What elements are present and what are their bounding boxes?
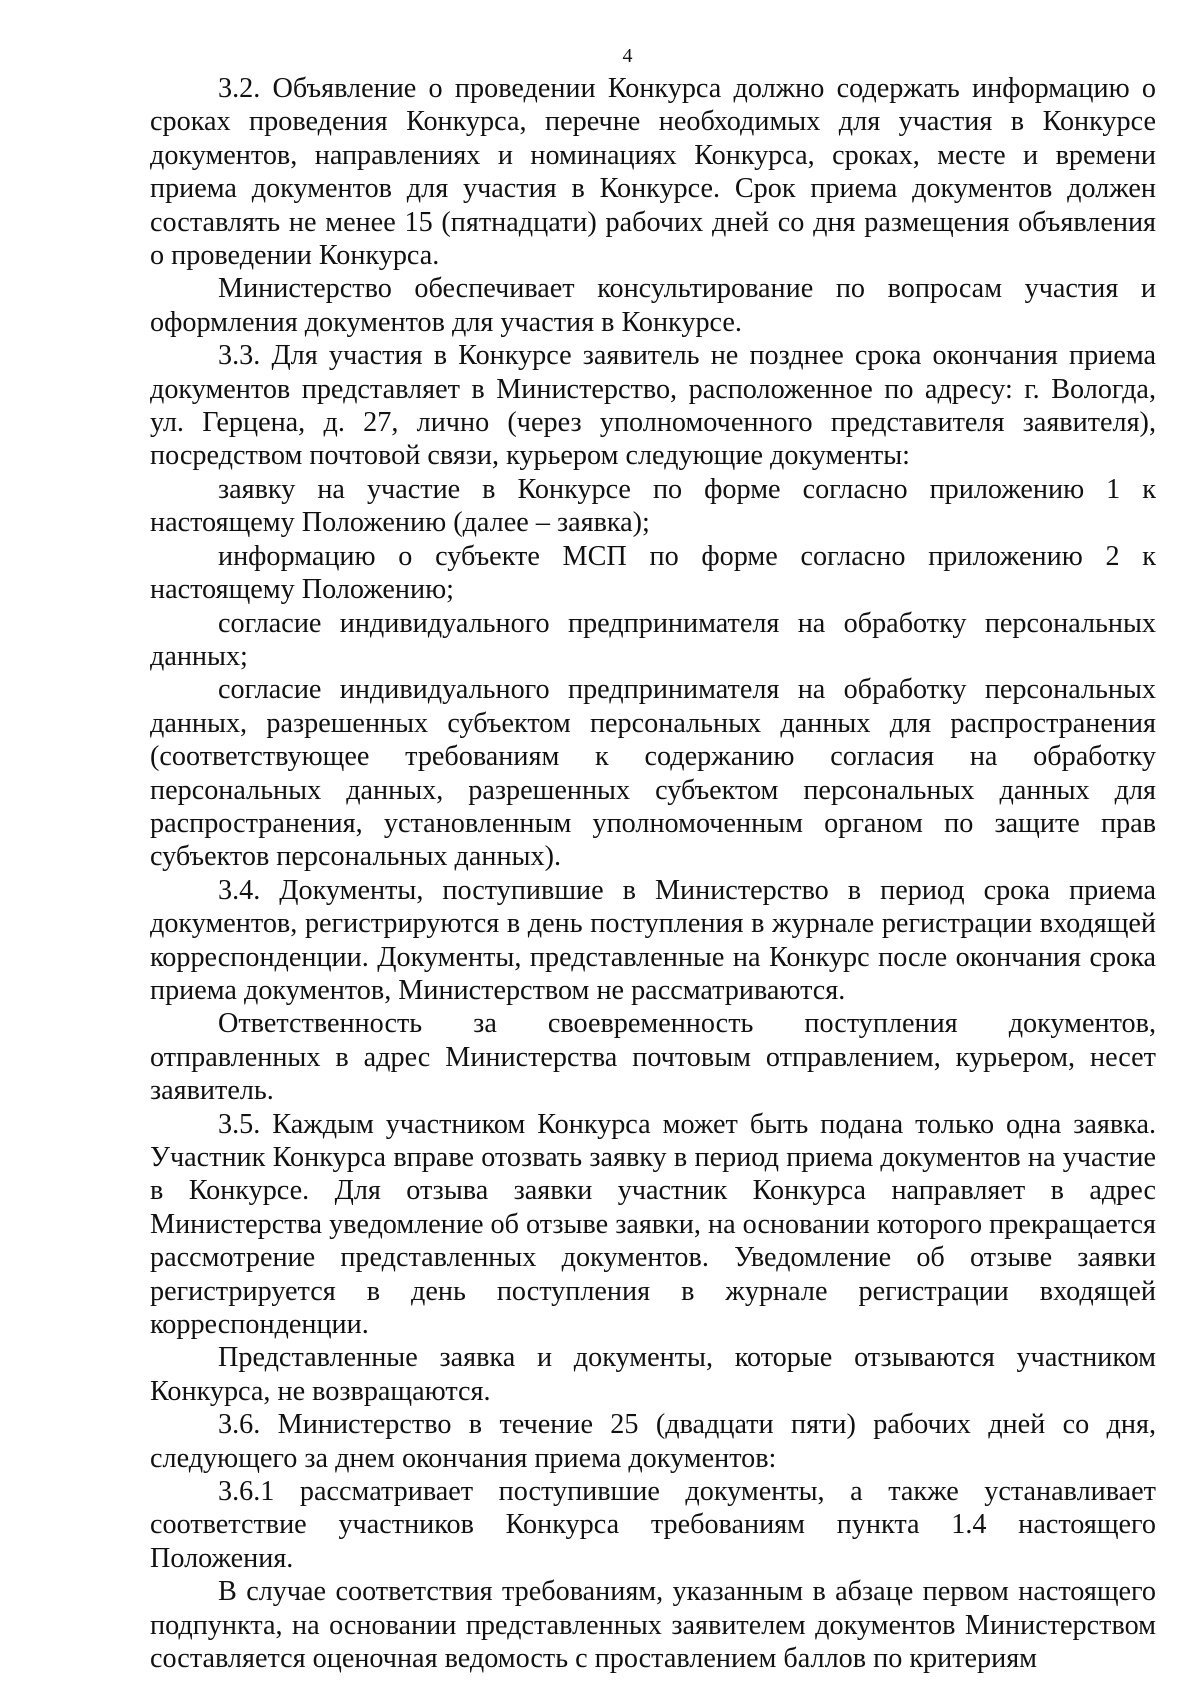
- paragraph-3-6-1: 3.6.1 рассматривает поступившие документы, а также устанавливает соответствие участников Конкурса требованиям пункта 1.4 настоящего Положения.: [150, 1476, 1156, 1574]
- paragraph-3-4: 3.4. Документы, поступившие в Министерство в период срока приема документов, регистрируются в день поступления в журнале регистрации входящей корреспонденции. Документы, представленные на Конкурс после окончания срока приема документов, Министерством не рассматриваются.: [150, 874, 1156, 1006]
- paragraph-consulting: Министерство обеспечивает консультирование по вопросам участия и оформления документов для участия в Конкурсе.: [150, 273, 1156, 338]
- list-item-msp-info: информацию о субъекте МСП по форме согласно приложению 2 к настоящему Положению;: [150, 540, 1156, 606]
- paragraph-3-6: 3.6. Министерство в течение 25 (двадцати пяти) рабочих дней со дня, следующего за днем окончания приема документов:: [150, 1409, 1156, 1474]
- paragraph-responsibility: Ответственность за своевременность поступления документов, отправленных в адрес Министерства почтовым отправлением, курьером, несет заявитель.: [150, 1008, 1156, 1107]
- list-item-application: заявку на участие в Конкурсе по форме согласно приложению 1 к настоящему Положению (далее – заявка);: [150, 473, 1156, 539]
- paragraph-3-3: 3.3. Для участия в Конкурсе заявитель не позднее срока окончания приема документов представляет в Министерство, расположенное по адресу: г. Вологда, ул. Герцена, д. 27, лично (через уполномоченного представителя заявителя), посредством почтовой связи, курьером следующие документы:: [150, 340, 1156, 472]
- paragraph-3-2: 3.2. Объявление о проведении Конкурса должно содержать информацию о сроках проведения Конкурса, перечне необходимых для участия в Конкурсе документов, направлениях и номинациях Конкурса, сроках, месте и времени приема документов для участия в Конкурсе. Срок приема документов должен составлять не менее 15 (пятнадцати) рабочих дней со дня размещения объявления о проведении Конкурса.: [150, 73, 1156, 272]
- document-body: [150, 72, 1156, 1676]
- paragraph-not-returned: Представленные заявка и документы, которые отзываются участником Конкурса, не возвращаются.: [150, 1342, 1156, 1407]
- paragraph-3-5: 3.5. Каждым участником Конкурса может быть подана только одна заявка. Участник Конкурса вправе отозвать заявку в период приема документов на участие в Конкурсе. Для отзыва заявки участник Конкурса направляет в адрес Министерства уведомление об отзыве заявки, на основании которого прекращается рассмотрение представленных документов. Уведомление об отзыве заявки регистрируется в день поступления в журнале регистрации входящей корреспонденции.: [150, 1108, 1156, 1341]
- paragraph-evaluation: В случае соответствия требованиям, указанным в абзаце первом настоящего подпункта, на основании представленных заявителем документов Министерством составляется оценочная ведомость с проставлением баллов по критериям: [150, 1576, 1156, 1675]
- list-item-consent-distribution: согласие индивидуального предпринимателя на обработку персональных данных, разрешенных субъектом персональных данных для распространения (соответствующее требованиям к содержанию согласия на обработку персональных данных, разрешенных субъектом персональных данных для распространения, установленным уполномоченным органом по защите прав субъектов персональных данных).: [150, 674, 1156, 873]
- list-item-consent-processing: согласие индивидуального предпринимателя на обработку персональных данных;: [150, 607, 1156, 672]
- page-number: 4: [622, 45, 633, 67]
